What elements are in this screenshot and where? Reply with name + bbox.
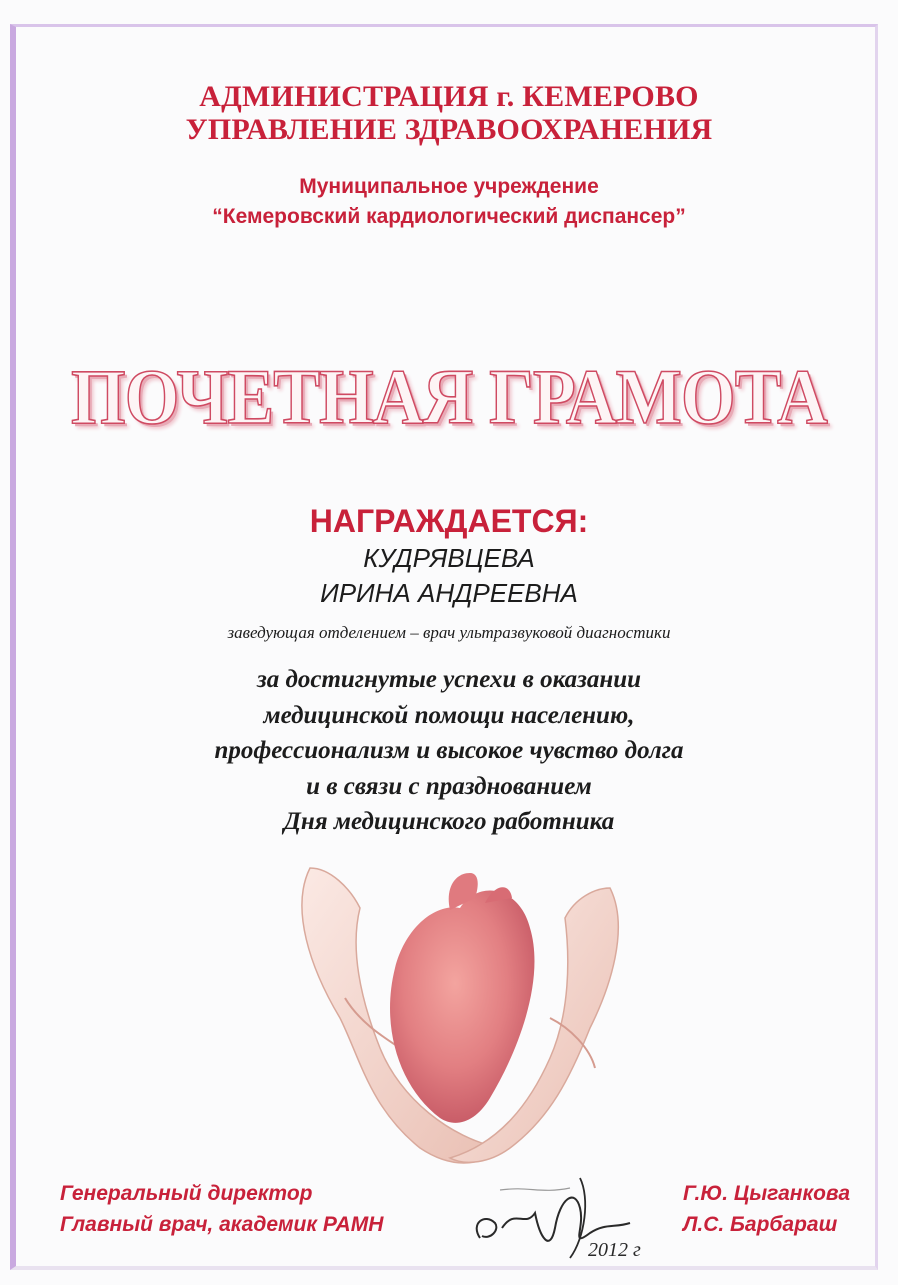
reason-line: Дня медицинского работника [283,808,615,835]
reason-line: и в связи с празднованием [306,772,592,800]
institution-name: “Кемеровский кардиологический диспансер” [212,205,686,228]
heart-icon [390,873,534,1123]
health-department-line: УПРАВЛЕНИЕ ЗДРАВООХРАНЕНИЯ [185,113,713,146]
signatory-names [683,1178,850,1240]
issuer-heading [0,80,898,146]
recipient-surname: КУДРЯВЦЕВА [363,543,535,573]
general-director-title: Генеральный директор [60,1182,313,1205]
institution-block [0,172,898,232]
award-reason [0,662,898,840]
reason-line: профессионализм и высокое чувство долга [214,737,684,764]
certificate-title: ПОЧЕТНАЯ ГРАМОТА [71,353,827,440]
chief-physician-title: Главный врач, академик РАМН [60,1213,384,1236]
institution-type: Муниципальное учреждение [299,175,599,198]
administration-line: АДМИНИСТРАЦИЯ г. КЕМЕРОВО [199,80,699,113]
reason-line: медицинской помощи населению, [263,701,635,729]
director-name: Г.Ю. Цыганкова [682,1182,850,1205]
handwritten-signature-illustration [440,1168,680,1263]
reason-line: за достигнутые успехи в оказании [256,666,642,693]
recipient-position: заведующая отделением – врач ультразвуковой диагностики [227,623,671,642]
hands-holding-heart-illustration [250,848,670,1188]
chief-physician-name: Л.С. Барбараш [682,1213,838,1236]
recipient-given-names: ИРИНА АНДРЕЕВНА [320,578,578,608]
signatory-titles [60,1178,383,1240]
awarded-label: НАГРАЖДАЕТСЯ: [309,503,589,539]
handwritten-year: 2012 г [588,1239,641,1261]
